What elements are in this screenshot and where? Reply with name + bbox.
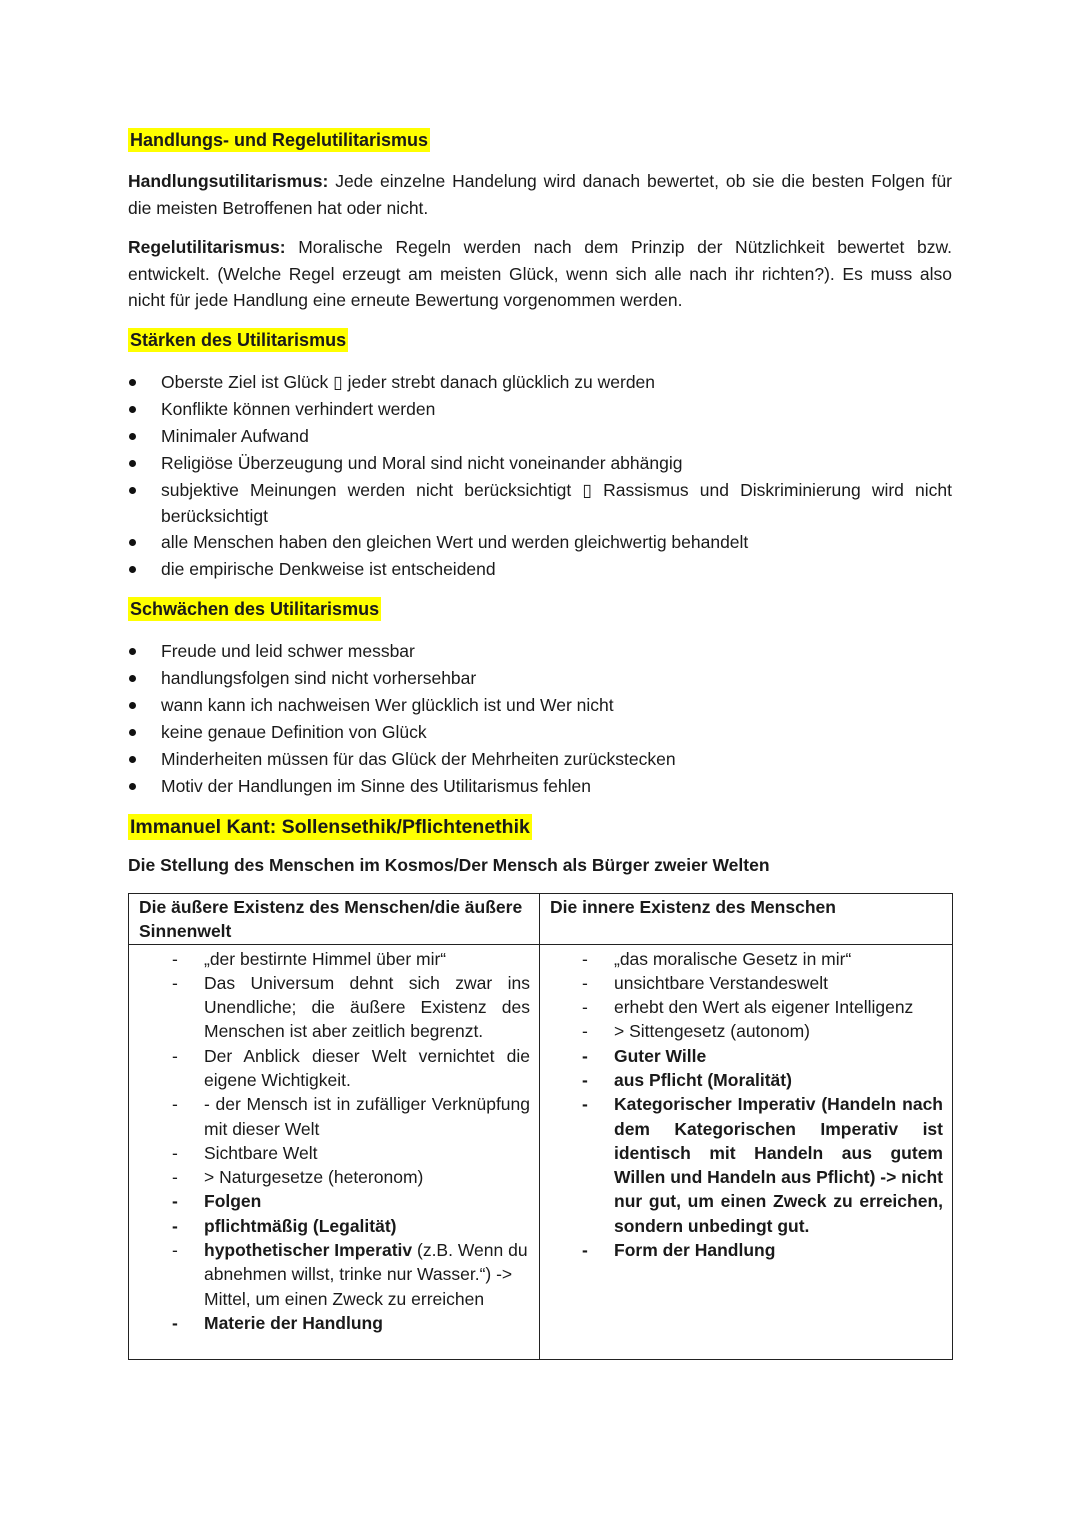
list-item: die empirische Denkweise ist entscheidend — [128, 556, 952, 583]
list-item: Freude und leid schwer messbar — [128, 638, 952, 665]
list-item: - Das Universum dehnt sich zwar ins Unendliche; die äußere Existenz des Menschen ist aber zeitlich begrenzt. — [129, 971, 539, 1044]
heading-staerken: Stärken des Utilitarismus — [130, 329, 347, 350]
list-item: keine genaue Definition von Glück — [128, 719, 952, 746]
hypothetischer-imperativ-example: (z.B. Wenn du abnehmen willst, trinke nur Wasser.“) -> Mittel, um einen Zweck zu erreichen — [204, 1240, 528, 1309]
table-cell-aeussere-existenz — [129, 944, 540, 1359]
list-item: subjektive Meinungen werden nicht berücksichtigt ▯ Rassismus und Diskriminierung wird nicht berücksichtigt — [128, 477, 952, 529]
table-row — [129, 944, 953, 1359]
list-item: Konflikte können verhindert werden — [128, 396, 952, 423]
document-page — [128, 128, 952, 1360]
list-item: - „das moralische Gesetz in mir“ — [540, 947, 952, 971]
table-header-row — [129, 893, 953, 944]
list-item: wann kann ich nachweisen Wer glücklich ist und Wer nicht — [128, 692, 952, 719]
list-item: - > Naturgesetze (heteronom) — [129, 1165, 539, 1189]
list-item: - pflichtmäßig (Legalität) — [129, 1214, 539, 1238]
term-regelutilitarismus: Regelutilitarismus: — [128, 237, 286, 257]
list-item: - unsichtbare Verstandeswelt — [540, 971, 952, 995]
list-item: - Folgen — [129, 1189, 539, 1213]
heading-handlungs-regelutilitarismus: Handlungs- und Regelutilitarismus — [130, 130, 429, 150]
heading-kant: Immanuel Kant: Sollensethik/Pflichtenethik — [130, 815, 530, 838]
list-item: - Form der Handlung — [540, 1238, 952, 1262]
list-item: - „der bestirnte Himmel über mir“ — [129, 947, 539, 971]
list-item: - Kategorischer Imperativ (Handeln nach dem Kategorischen Imperativ ist identisch mit Handeln aus gutem Willen und Handeln aus Pflicht) -> nicht nur gut, um einen Zweck zu erreichen, sondern unbedingt gut. — [540, 1092, 952, 1238]
list-item: - Materie der Handlung — [129, 1311, 539, 1335]
paragraph-handlungsutilitarismus — [128, 168, 952, 221]
list-item: Oberste Ziel ist Glück ▯ jeder strebt danach glücklich zu werden — [128, 369, 952, 396]
list-item: Minimaler Aufwand — [128, 423, 952, 450]
list-item: - - der Mensch ist in zufälliger Verknüpfung mit dieser Welt — [129, 1092, 539, 1141]
table-header-innere-existenz: Die innere Existenz des Menschen — [540, 893, 953, 944]
list-item: - aus Pflicht (Moralität) — [540, 1068, 952, 1092]
term-handlungsutilitarismus: Handlungsutilitarismus: — [128, 171, 329, 191]
strengths-list — [128, 369, 952, 583]
table-header-aeussere-existenz: Die äußere Existenz des Menschen/die äußere Sinnenwelt — [129, 893, 540, 944]
definition-regelutilitarismus: Moralische Regeln werden nach dem Prinzip der Nützlichkeit bewertet bzw. entwickelt. (Welche Regel erzeugt am meisten Glück, wenn sich alle nach ihr richten?). Es muss also nicht für jede Handlung eine erneute Bewertung vorgenommen werden. — [128, 237, 952, 310]
heading-schwaechen: Schwächen des Utilitarismus — [130, 598, 380, 619]
list-item: alle Menschen haben den gleichen Wert und werden gleichwertig behandelt — [128, 529, 952, 556]
list-item: - Der Anblick dieser Welt vernichtet die eigene Wichtigkeit. — [129, 1044, 539, 1093]
list-item: Minderheiten müssen für das Glück der Mehrheiten zurückstecken — [128, 746, 952, 773]
list-item: handlungsfolgen sind nicht vorhersehbar — [128, 665, 952, 692]
paragraph-regelutilitarismus — [128, 234, 952, 314]
table-cell-innere-existenz — [540, 944, 953, 1359]
list-item: - erhebt den Wert als eigener Intelligenz — [540, 995, 952, 1019]
definition-handlungsutilitarismus: Jede einzelne Handelung wird danach bewertet, ob sie die besten Folgen für die meisten Betroffenen hat oder nicht. — [128, 171, 952, 218]
list-item — [129, 1238, 539, 1311]
list-item: Religiöse Überzeugung und Moral sind nicht voneinander abhängig — [128, 450, 952, 477]
list-item: - Guter Wille — [540, 1044, 952, 1068]
term-hypothetischer-imperativ: hypothetischer Imperativ — [204, 1240, 413, 1261]
weaknesses-list — [128, 638, 952, 800]
list-item: - Sichtbare Welt — [129, 1141, 539, 1165]
list-item: Motiv der Handlungen im Sinne des Utilitarismus fehlen — [128, 773, 952, 800]
kant-table — [128, 893, 953, 1360]
kant-subheading: Die Stellung des Menschen im Kosmos/Der Mensch als Bürger zweier Welten — [128, 854, 770, 875]
list-item: - > Sittengesetz (autonom) — [540, 1019, 952, 1043]
